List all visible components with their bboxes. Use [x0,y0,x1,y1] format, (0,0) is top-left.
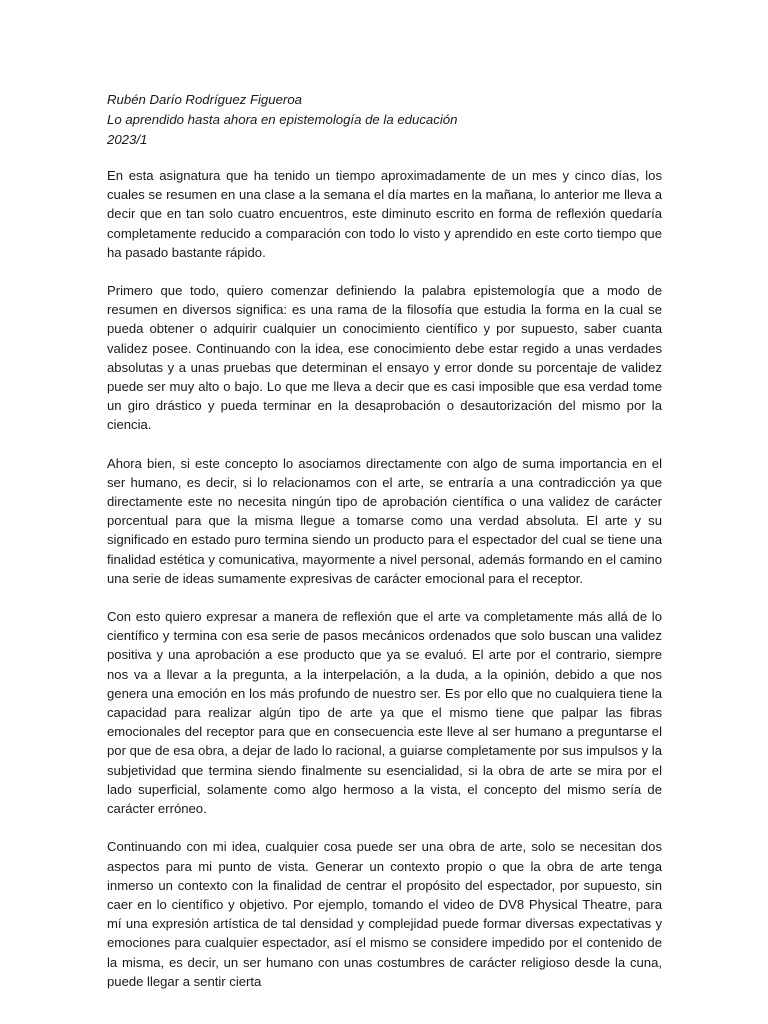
document-header [107,90,662,150]
paragraph-5: Continuando con mi idea, cualquier cosa puede ser una obra de arte, solo se necesitan dos aspectos para mi punto de vista. Generar un contexto propio o que la obra de arte tenga inmerso un contexto con la finalidad de centrar el propósito del espectador, por supuesto, sin caer en lo científico y objetivo. Por ejemplo, tomando el video de DV8 Physical Theatre, para mí una expresión artística de tal densidad y complejidad puede formar diversas expectativas y emociones para cualquier espectador, así el mismo se considere impedido por el contenido de la misma, es decir, un ser humano con unas costumbres de carácter religioso desde la cuna, puede llegar a sentir cierta [107,839,662,989]
paragraph-2: Primero que todo, quiero comenzar definiendo la palabra epistemología que a modo de resumen en diversos significa: es una rama de la filosofía que estudia la forma en la cual se pueda obtener o adquirir cualquier un conocimiento científico y por supuesto, saber cuanta validez posee. Continuando con la idea, ese conocimiento debe estar regido a unas verdades absolutas y a unas pruebas que determinan el ensayo y error donde su porcentaje de validez puede ser muy alto o bajo. Lo que me lleva a decir que es casi imposible que esa verdad tome un giro drástico y pueda terminar en la desaprobación o desautorización del mismo por la ciencia. [107,283,662,433]
document-title: Lo aprendido hasta ahora en epistemología de la educación [107,112,458,127]
author-name: Rubén Darío Rodríguez Figueroa [107,92,302,107]
paragraph-1: En esta asignatura que ha tenido un tiempo aproximadamente de un mes y cinco días, los cuales se resumen en una clase a la semana el día martes en la mañana, lo anterior me lleva a decir que en tan solo cuatro encuentros, este diminuto escrito en forma de reflexión quedaría completamente reducido a comparación con todo lo visto y aprendido en este corto tiempo que ha pasado bastante rápido. [107,168,662,260]
document-body [107,90,662,1010]
academic-period: 2023/1 [107,132,148,147]
paragraph-3: Ahora bien, si este concepto lo asociamos directamente con algo de suma importancia en el ser humano, es decir, si lo relacionamos con el arte, se entraría a una contradicción ya que directamente este no necesita ningún tipo de aprobación científica o una validez de carácter porcentual para que la misma llegue a tomarse como una verdad absoluta. El arte y su significado en estado puro termina siendo un producto para el espectador del cual se tiene una finalidad estética y comunicativa, mayormente a nivel personal, además formando en el camino una serie de ideas sumamente expresivas de carácter emocional para el receptor. [107,455,662,586]
paragraph-4: Con esto quiero expresar a manera de reflexión que el arte va completamente más allá de lo científico y termina con esa serie de pasos mecánicos ordenados que solo buscan una validez positiva y una aprobación a ese producto que ya se evaluó. El arte por el contrario, siempre nos va a llevar a la pregunta, a la interpelación, a la duda, a la opinión, debido a que nos genera una emoción en los más profundo de nuestro ser. Es por ello que no cualquiera tiene la capacidad para realizar algún tipo de arte ya que el mismo tiene que palpar las fibras emocionales del receptor para que en consecuencia este lleve al ser humano a preguntarse el por que de esa obra, a dejar de lado lo racional, a guiarse completamente por sus impulsos y la subjetividad que termina siendo finalmente su esencialidad, si la obra de arte se mira por el lado superficial, solamente como algo hermoso a la vista, el concepto del mismo sería de carácter erróneo. [107,609,662,817]
